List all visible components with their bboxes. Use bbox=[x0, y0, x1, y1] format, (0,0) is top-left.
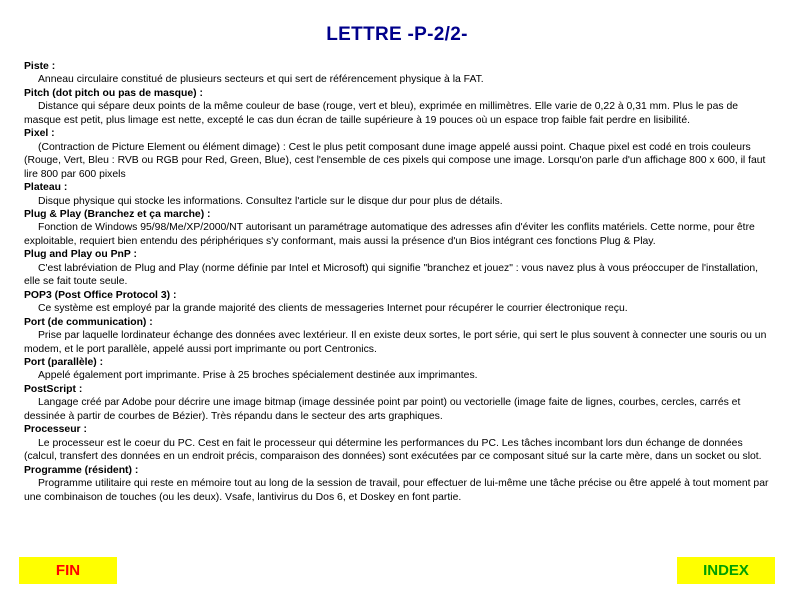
entry-term: Pixel : bbox=[24, 128, 55, 140]
glossary-entry-programme-resident bbox=[24, 464, 774, 504]
entry-definition: Prise par laquelle lordinateur échange des données avec lextérieur. Il en existe deux sortes, le port série, qui sert le plus souvent à connecter une souris ou un modem, et le port parallèle, appelé aussi port imprimante ou port Centronics. bbox=[24, 330, 767, 355]
glossary-entry-port-parallele bbox=[24, 356, 774, 383]
glossary-entry-pop3 bbox=[24, 289, 774, 316]
glossary-entry-pitch bbox=[24, 87, 774, 127]
entry-term: Plug & Play (Branchez et ça marche) : bbox=[24, 208, 211, 220]
glossary bbox=[24, 60, 774, 504]
entry-definition: Le processeur est le coeur du PC. Cest en fait le processeur qui détermine les performances du PC. Les tâches incombant lors dun échange de données (calcul, transfert des données en un endroit précis, comparaison des données) sont exécutées par ce composant situé sur la carte mère, dans un socket ou slot. bbox=[24, 437, 762, 463]
entry-definition: Distance qui sépare deux points de la même couleur de base (rouge, vert et bleu), exprimée en millimètres. Elle varie de 0,22 à 0,31 mm. Plus le pas de masque est petit, plus limage est nette, excepté le cas dun écran de taille supérieure à 19 pouces où un espace trop faible fait perdre en lisibilité. bbox=[24, 101, 738, 126]
entry-term: Piste : bbox=[24, 61, 56, 72]
glossary-entry-piste bbox=[24, 60, 774, 87]
entry-definition: Programme utilitaire qui reste en mémoire tout au long de la session de travail, pour effectuer de lui-même une tâche précise ou être appelé à tout moment par une combinaison de touches (ou les deux). Vsafe, lantivirus du Dos 6, et Doskey en font partie. bbox=[24, 478, 769, 503]
entry-term: Port (parallèle) : bbox=[24, 356, 104, 368]
index-button[interactable]: INDEX bbox=[677, 557, 775, 584]
entry-term: PostScript : bbox=[24, 383, 83, 395]
glossary-entry-postscript bbox=[24, 383, 774, 423]
entry-definition: C'est labréviation de Plug and Play (norme définie par Intel et Microsoft) qui signifie "branchez et jouez" : vous navez plus à vous préoccuper de l'installation, elle se fait toute seule. bbox=[24, 262, 759, 288]
entry-definition: Fonction de Windows 95/98/Me/XP/2000/NT autorisant un paramétrage automatique des adresses afin d'éviter les conflits matériels. Cette norme, pour être exploitable, requiert bien entendu des périphériques s'y conformant, mais aussi la présence d'un Bios intégrant ces fonctions Plug & Play. bbox=[24, 222, 755, 247]
entry-definition: Appelé également port imprimante. Prise à 25 broches spécialement destinée aux imprimantes. bbox=[38, 370, 478, 382]
glossary-entry-pixel bbox=[24, 127, 774, 181]
entry-term: Plug and Play ou PnP : bbox=[24, 249, 137, 261]
entry-term: POP3 (Post Office Protocol 3) : bbox=[24, 289, 177, 301]
fin-button[interactable]: FIN bbox=[19, 557, 117, 584]
entry-term: Plateau : bbox=[24, 182, 68, 194]
glossary-entry-plateau bbox=[24, 181, 774, 208]
entry-definition: Ce système est employé par la grande majorité des clients de messageries Internet pour récupérer le courrier électronique reçu. bbox=[38, 303, 628, 315]
entry-term: Processeur : bbox=[24, 424, 87, 436]
entry-definition: Disque physique qui stocke les informations. Consultez l'article sur le disque dur pour plus de détails. bbox=[38, 195, 503, 207]
glossary-entry-plug-and-play bbox=[24, 208, 774, 248]
entry-term: Pitch (dot pitch ou pas de masque) : bbox=[24, 87, 203, 99]
page-title: LETTRE -P-2/2- bbox=[326, 24, 468, 45]
glossary-entry-processeur bbox=[24, 423, 774, 463]
glossary-entry-port-communication bbox=[24, 316, 774, 356]
entry-definition: (Contraction de Picture Element ou élément dimage) : Cest le plus petit composant dune image appelé aussi point. Chaque pixel est codé en trois couleurs (Rouge, Vert, Bleu : RVB ou RGB pour Red, Green, Blue), cest l'ensemble de ces pixels qui compose une image. Lorsqu'on parle d'un affichage 800 x 600, il faut lire 800 par 600 pixels bbox=[24, 141, 766, 180]
entry-definition: Langage créé par Adobe pour décrire une image bitmap (image dessinée point par point) ou vectorielle (image faite de lignes, courbes, cercles, carrés et dessinée à partir de courbes de Bézier). Très répandu dans le secteur des arts graphiques. bbox=[24, 397, 741, 422]
entry-definition: Anneau circulaire constitué de plusieurs secteurs et qui sert de référencement physique à la FAT. bbox=[38, 74, 484, 86]
entry-term: Programme (résident) : bbox=[24, 464, 139, 476]
entry-term: Port (de communication) : bbox=[24, 316, 153, 328]
glossary-entry-pnp bbox=[24, 248, 774, 288]
